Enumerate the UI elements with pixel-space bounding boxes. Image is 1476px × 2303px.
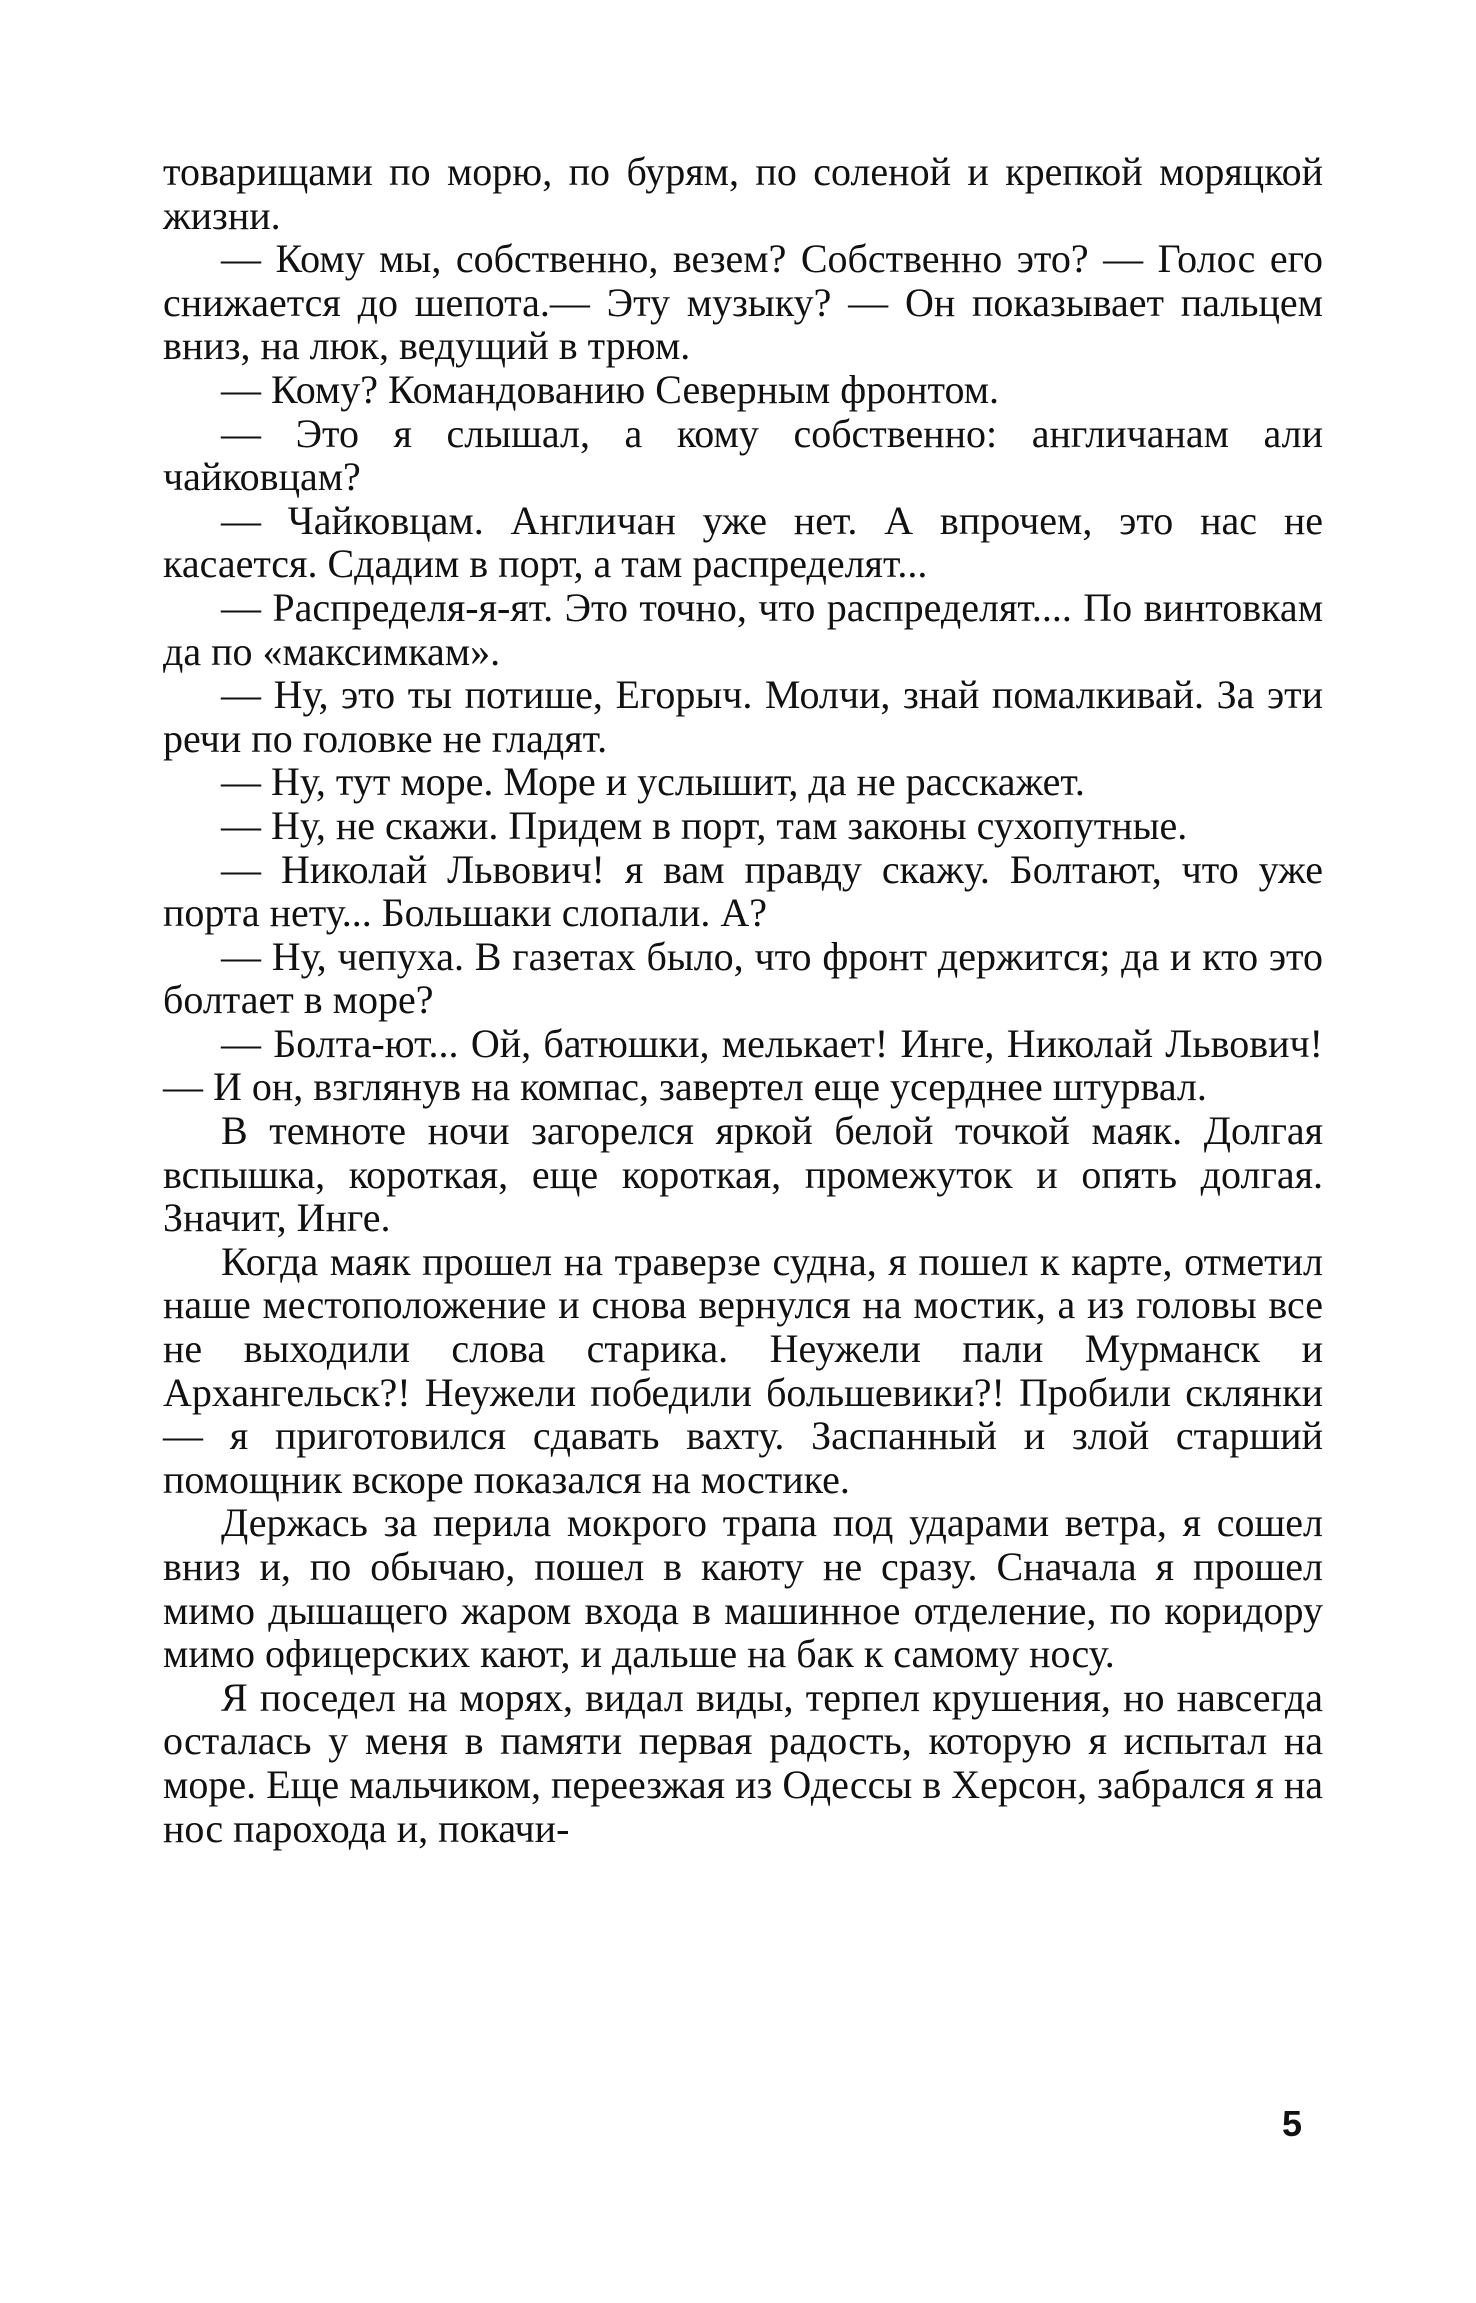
paragraph-8: — Ну, тут море. Море и услышит, да не расскажет.	[221, 759, 1085, 805]
paragraph-7: — Ну, это ты потише, Егорыч. Молчи, знай помалкивай. За эти речи по головке не гладят.	[163, 672, 1323, 761]
paragraph-13: В темноте ночи загорелся яркой белой точкой маяк. Долгая вспышка, короткая, еще короткая, промежуток и опять долгая. Значит, Инге.	[163, 1108, 1323, 1241]
paragraph-1: товарищами по морю, по бурям, по соленой и крепкой моряцкой жизни.	[163, 149, 1323, 238]
paragraph-11: — Ну, чепуха. В газетах было, что фронт держится; да и кто это болтает в море?	[163, 933, 1323, 1023]
paragraph-16: Я поседел на морях, видал виды, терпел крушения, но навсегда осталась у меня в памяти первая радость, которую я испытал на море. Еще мальчиком, переезжая из Одессы в Херсон, забрался я на нос парохода и, покачи-	[163, 1674, 1323, 1851]
paragraph-9: — Ну, не скажи. Придем в порт, там законы сухопутные.	[221, 802, 1188, 848]
paragraph-3: — Кому? Командованию Северным фронтом.	[221, 366, 1000, 412]
paragraph-6: — Распределя-я-ят. Это точно, что распределят.... По винтовкам да по «максимкам».	[163, 584, 1323, 674]
paragraph-10: — Николай Львович! я вам правду скажу. Болтают, что уже порта нету... Большаки слопали. А?	[163, 846, 1323, 936]
page-text	[163, 150, 1323, 1850]
paragraph-4: — Это я слышал, а кому собственно: англичанам али чайковцам?	[163, 410, 1323, 500]
paragraph-5: — Чайковцам. Англичан уже нет. А впрочем, это нас не касается. Сдадим в порт, а там распределят...	[163, 497, 1323, 587]
paragraph-2: — Кому мы, собственно, везем? Собственно это? — Голос его снижается до шепота.— Эту музыку? — Он показывает пальцем вниз, на люк, ведущий в трюм.	[163, 236, 1323, 369]
paragraph-12: — Болта-ют... Ой, батюшки, мелькает! Инге, Николай Львович! — И он, взглянув на компас, завертел еще усерднее штурвал.	[163, 1020, 1323, 1110]
page-number: 5	[1281, 2103, 1302, 2144]
paragraph-15: Держась за перила мокрого трапа под ударами ветра, я сошел вниз и, по обычаю, пошел в каюту не сразу. Сначала я прошел мимо дышащего жаром входа в машинное отделение, по коридору мимо офицерских кают, и дальше на бак к самому носу.	[163, 1500, 1323, 1677]
paragraph-14: Когда маяк прошел на траверзе судна, я пошел к карте, отметил наше местоположение и снова вернулся на мостик, а из головы все не выходили слова старика. Неужели пали Мурманск и Архангельск?! Неужели победили большевики?! Пробили склянки — я приготовился сдавать вахту. Заспанный и злой старший помощник вскоре показался на мостике.	[163, 1238, 1323, 1502]
